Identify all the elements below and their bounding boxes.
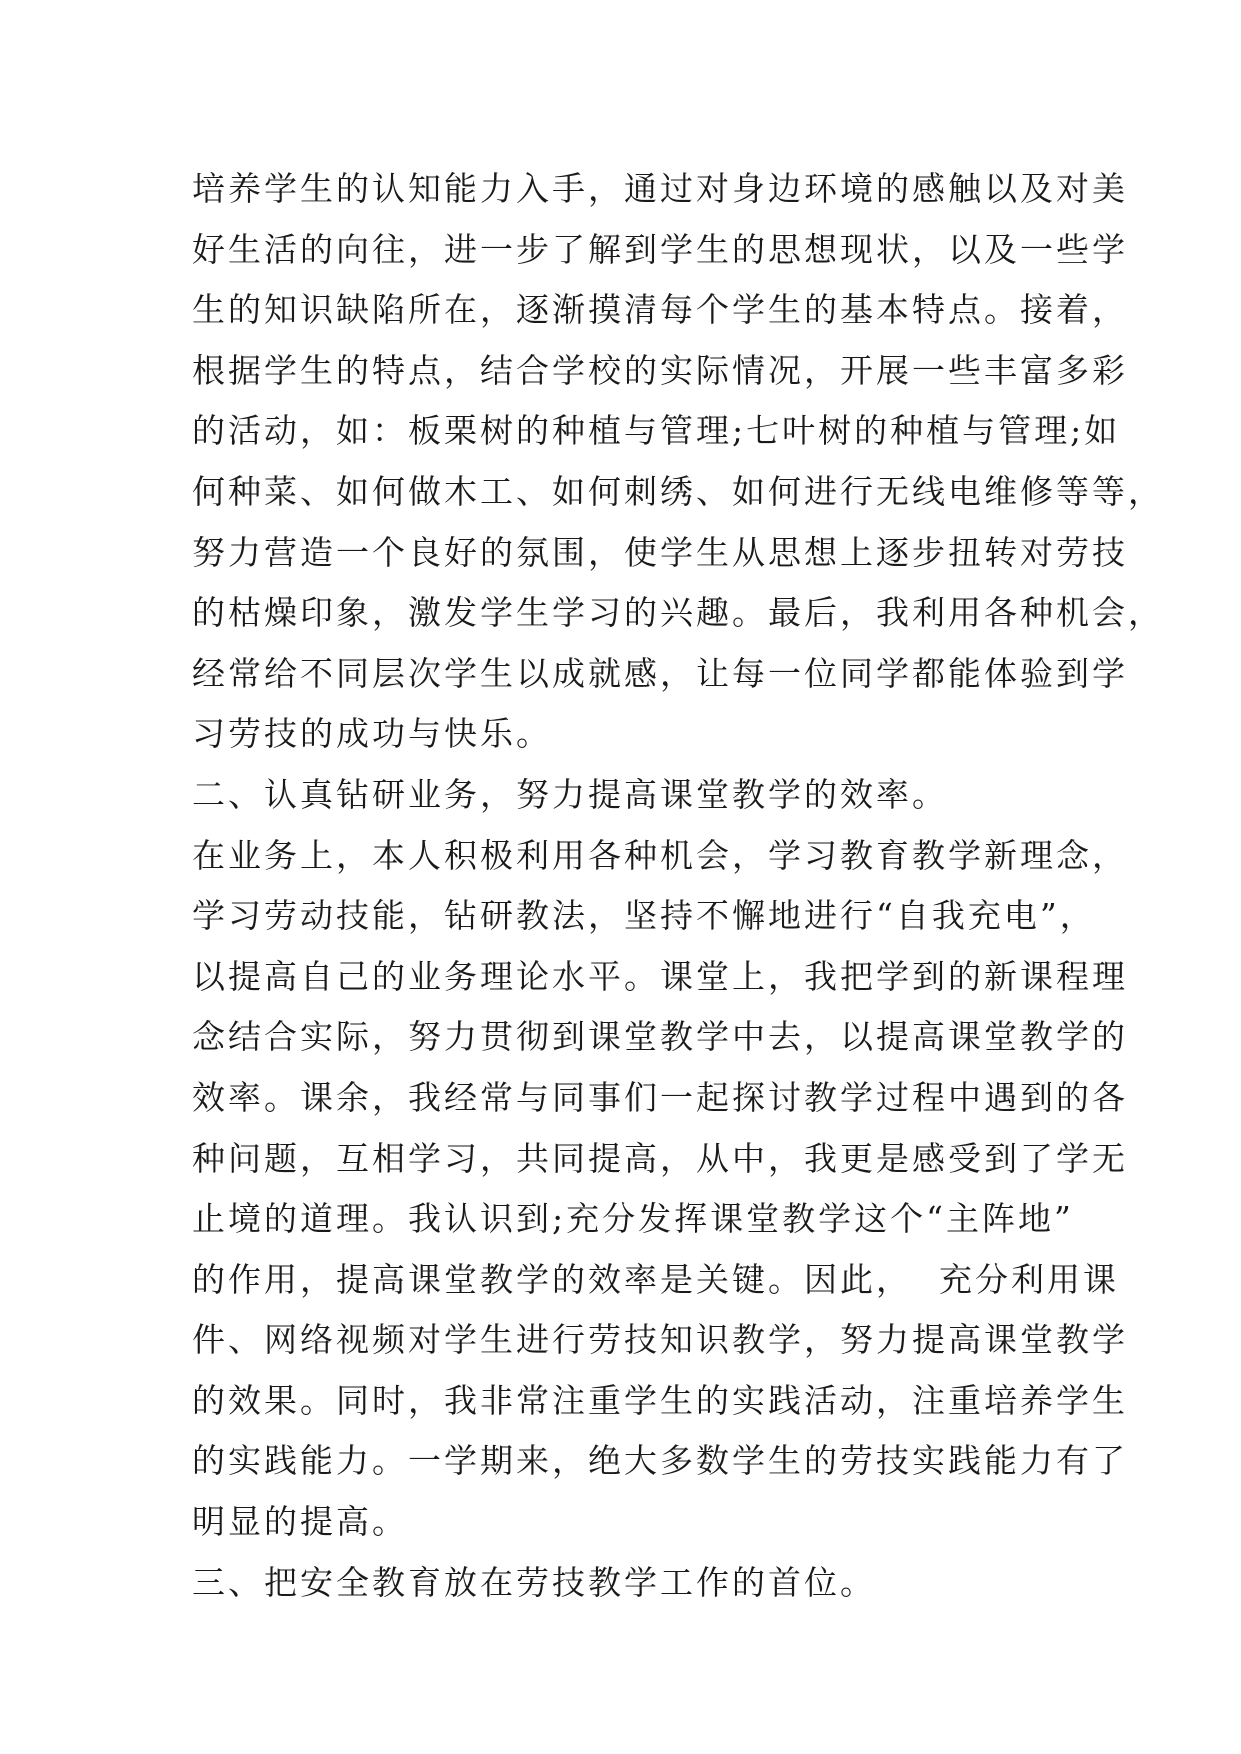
text-line: 的作用，提高课堂教学的效率是关键。因此， 充分利用课 (192, 1259, 1119, 1299)
text-line: 习劳技的成功与快乐。 (192, 714, 552, 754)
text-line: 效率。课余，我经常与同事们一起探讨教学过程中遇到的各 (192, 1077, 1128, 1117)
document-body (192, 159, 1164, 1613)
text-line: 努力营造一个良好的氛围，使学生从思想上逐步扭转对劳技 (192, 532, 1128, 572)
text-line: 以提高自己的业务理论水平。课堂上，我把学到的新课程理 (192, 956, 1128, 996)
text-line: 的活动，如：板栗树的种植与管理;七叶树的种植与管理;如 (192, 411, 1121, 451)
text-line: 的效果。同时，我非常注重学生的实践活动，注重培养学生 (192, 1380, 1128, 1420)
text-line: 生的知识缺陷所在，逐渐摸清每个学生的基本特点。接着， (192, 290, 1128, 330)
text-line: 明显的提高。 (192, 1502, 408, 1542)
text-line: 的实践能力。一学期来，绝大多数学生的劳技实践能力有了 (192, 1441, 1128, 1481)
section-heading: 二、认真钻研业务，努力提高课堂教学的效率。 (192, 774, 948, 814)
text-line: 好生活的向往，进一步了解到学生的思想现状，以及一些学 (192, 229, 1128, 269)
text-line: 学习劳动技能，钻研教法，坚持不懈地进行“自我充电”， (192, 896, 1096, 936)
text-line: 念结合实际，努力贯彻到课堂教学中去，以提高课堂教学的 (192, 1017, 1128, 1057)
text-line: 何种菜、如何做木工、如何刺绣、如何进行无线电维修等等， (192, 471, 1164, 511)
text-line: 止境的道理。我认识到;充分发挥课堂教学这个“主阵地” (192, 1199, 1074, 1239)
text-line: 经常给不同层次学生以成就感，让每一位同学都能体验到学 (192, 653, 1128, 693)
text-line: 的枯燥印象，激发学生学习的兴趣。最后，我利用各种机会， (192, 593, 1164, 633)
text-line: 在业务上，本人积极利用各种机会，学习教育教学新理念， (192, 835, 1128, 875)
text-line: 件、网络视频对学生进行劳技知识教学，努力提高课堂教学 (192, 1320, 1128, 1360)
text-line: 根据学生的特点，结合学校的实际情况，开展一些丰富多彩 (192, 350, 1128, 390)
section-heading: 三、把安全教育放在劳技教学工作的首位。 (192, 1562, 876, 1602)
text-line: 种问题，互相学习，共同提高，从中，我更是感受到了学无 (192, 1138, 1128, 1178)
text-line: 培养学生的认知能力入手，通过对身边环境的感触以及对美 (192, 169, 1128, 208)
